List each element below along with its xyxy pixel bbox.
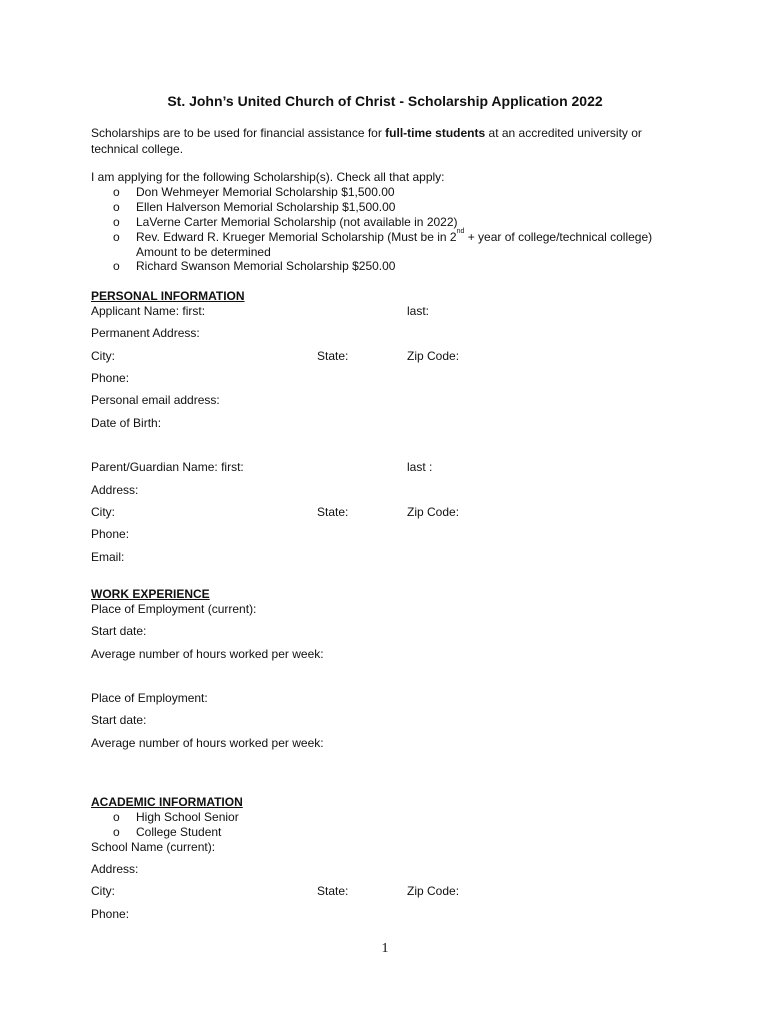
applicant-last-name-label[interactable]: last: — [407, 304, 430, 318]
checkbox-bullet[interactable]: o — [113, 810, 120, 824]
checkbox-bullet[interactable]: o — [113, 230, 120, 244]
page-title: St. John’s United Church of Christ - Scholarship Application 2022 — [167, 93, 603, 109]
zip-code-label[interactable]: Zip Code: — [407, 349, 460, 363]
personal-email-label[interactable]: Personal email address: — [91, 393, 220, 407]
school-state-label[interactable]: State: — [317, 884, 349, 898]
applicant-first-name-label[interactable]: Applicant Name: first: — [91, 304, 206, 318]
guardian-address-label[interactable]: Address: — [91, 483, 139, 497]
hours-per-week-label[interactable]: Average number of hours worked per week: — [91, 647, 324, 661]
school-city-label[interactable]: City: — [91, 884, 115, 898]
page-number: 1 — [381, 941, 389, 956]
intro-text: Scholarships are to be used for financial assistance for — [91, 126, 386, 140]
intro-text-end: at an accredited university or technical college. — [91, 126, 642, 156]
section-heading-academic: ACADEMIC INFORMATION — [91, 795, 243, 809]
intro-paragraph — [91, 125, 691, 157]
krueger-text-end: + year of college/technical college) — [464, 230, 653, 244]
school-zip-code-label[interactable]: Zip Code: — [407, 884, 460, 898]
scholarship-option: Don Wehmeyer Memorial Scholarship $1,500.00 — [136, 185, 395, 199]
section-heading-work: WORK EXPERIENCE — [91, 587, 210, 601]
date-of-birth-label[interactable]: Date of Birth: — [91, 416, 162, 430]
guardian-city-label[interactable]: City: — [91, 505, 115, 519]
guardian-first-name-label[interactable]: Parent/Guardian Name: first: — [91, 460, 244, 474]
employment-label[interactable]: Place of Employment: — [91, 691, 208, 705]
academic-option-high-school: High School Senior — [136, 810, 239, 824]
school-name-label[interactable]: School Name (current): — [91, 840, 216, 854]
academic-option-college: College Student — [136, 825, 222, 839]
phone-label[interactable]: Phone: — [91, 371, 130, 385]
start-date-label[interactable]: Start date: — [91, 624, 147, 638]
scholarship-option: LaVerne Carter Memorial Scholarship (not available in 2022) — [136, 215, 458, 229]
state-label[interactable]: State: — [317, 349, 349, 363]
krueger-text: Rev. Edward R. Krueger Memorial Scholarship (Must be in 2 — [136, 230, 457, 244]
scholarship-option: Richard Swanson Memorial Scholarship $250.00 — [136, 259, 396, 273]
checkbox-bullet[interactable]: o — [113, 215, 120, 229]
hours-per-week-label[interactable]: Average number of hours worked per week: — [91, 736, 324, 750]
krueger-sup: nd — [456, 228, 465, 235]
guardian-state-label[interactable]: State: — [317, 505, 349, 519]
guardian-zip-code-label[interactable]: Zip Code: — [407, 505, 460, 519]
permanent-address-label[interactable]: Permanent Address: — [91, 326, 200, 340]
intro-bold-text: full-time students — [385, 126, 486, 140]
checkbox-bullet[interactable]: o — [113, 825, 120, 839]
school-address-label[interactable]: Address: — [91, 862, 139, 876]
employment-current-label[interactable]: Place of Employment (current): — [91, 602, 257, 616]
checkbox-bullet[interactable]: o — [113, 185, 120, 199]
checkbox-bullet[interactable]: o — [113, 200, 120, 214]
scholarship-option: Ellen Halverson Memorial Scholarship $1,500.00 — [136, 200, 396, 214]
scholarship-prompt: I am applying for the following Scholarship(s). Check all that apply: — [91, 170, 445, 184]
city-label[interactable]: City: — [91, 349, 115, 363]
scholarship-option-krueger — [136, 230, 652, 244]
guardian-last-name-label[interactable]: last : — [407, 460, 433, 474]
guardian-email-label[interactable]: Email: — [91, 550, 125, 564]
school-phone-label[interactable]: Phone: — [91, 907, 130, 921]
start-date-label[interactable]: Start date: — [91, 713, 147, 727]
section-heading-personal: PERSONAL INFORMATION — [91, 289, 245, 303]
guardian-phone-label[interactable]: Phone: — [91, 527, 130, 541]
checkbox-bullet[interactable]: o — [113, 259, 120, 273]
scholarship-option-krueger-amount: Amount to be determined — [136, 245, 271, 259]
